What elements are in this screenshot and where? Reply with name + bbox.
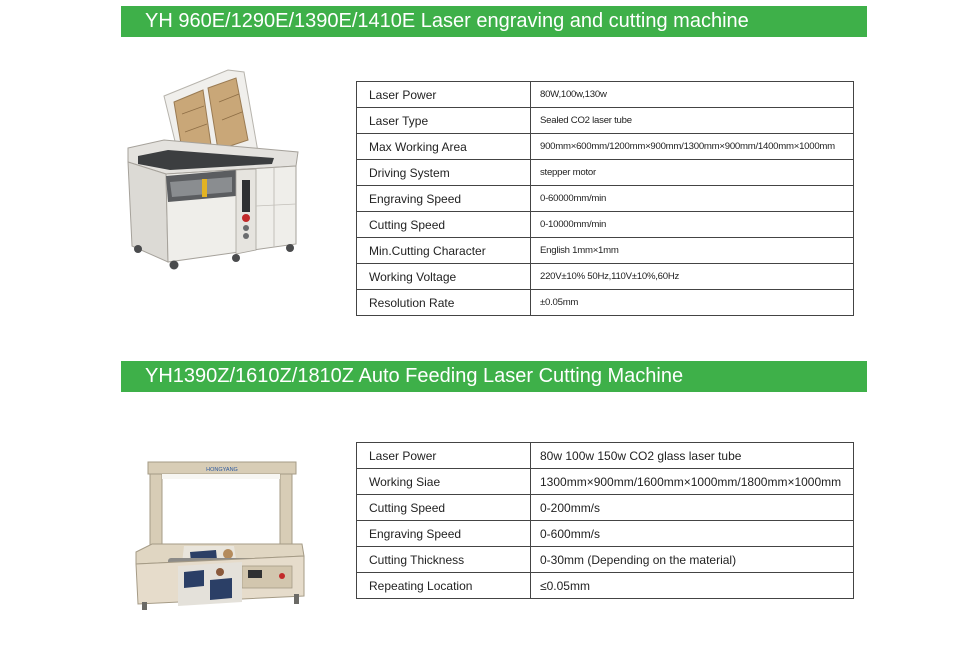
spec-value: 0-60000mm/min bbox=[531, 186, 854, 212]
table-row bbox=[357, 108, 854, 134]
auto-feeding-laser-machine-image bbox=[132, 460, 307, 612]
spec-value: ±0.05mm bbox=[531, 290, 854, 316]
spec-value: 0-200mm/s bbox=[531, 495, 854, 521]
section-2-title-banner bbox=[121, 361, 867, 392]
spec-label: Working Siae bbox=[357, 469, 531, 495]
spec-label: Repeating Location bbox=[357, 573, 531, 599]
spec-label: Max Working Area bbox=[357, 134, 531, 160]
spec-label: Working Voltage bbox=[357, 264, 531, 290]
table-row bbox=[357, 443, 854, 469]
machine-brand-logo: HONGYANG bbox=[206, 467, 238, 473]
table-row bbox=[357, 212, 854, 238]
spec-value: 0-30mm (Depending on the material) bbox=[531, 547, 854, 573]
spec-value: stepper motor bbox=[531, 160, 854, 186]
section-1-title-banner bbox=[121, 6, 867, 37]
section-2-spec-table bbox=[356, 442, 854, 599]
spec-value: 80W,100w,130w bbox=[531, 82, 854, 108]
spec-value: 80w 100w 150w CO2 glass laser tube bbox=[531, 443, 854, 469]
table-row bbox=[357, 495, 854, 521]
spec-value: English 1mm×1mm bbox=[531, 238, 854, 264]
table-row bbox=[357, 521, 854, 547]
spec-value: ≤0.05mm bbox=[531, 573, 854, 599]
spec-value: 1300mm×900mm/1600mm×1000mm/1800mm×1000mm bbox=[531, 469, 854, 495]
section-1-spec-table bbox=[356, 81, 854, 316]
table-row bbox=[357, 134, 854, 160]
table-row bbox=[357, 82, 854, 108]
table-row bbox=[357, 264, 854, 290]
spec-label: Driving System bbox=[357, 160, 531, 186]
spec-value: Sealed CO2 laser tube bbox=[531, 108, 854, 134]
table-row bbox=[357, 573, 854, 599]
table-row bbox=[357, 238, 854, 264]
spec-label: Min.Cutting Character bbox=[357, 238, 531, 264]
spec-label: Cutting Speed bbox=[357, 212, 531, 238]
spec-label: Cutting Thickness bbox=[357, 547, 531, 573]
section-2-title: YH1390Z/1610Z/1810Z Auto Feeding Laser Cutting Machine bbox=[145, 365, 684, 387]
section-1-title: YH 960E/1290E/1390E/1410E Laser engraving and cutting machine bbox=[145, 10, 749, 32]
spec-label: Resolution Rate bbox=[357, 290, 531, 316]
table-row bbox=[357, 469, 854, 495]
table-row bbox=[357, 547, 854, 573]
spec-value: 220V±10% 50Hz,110V±10%,60Hz bbox=[531, 264, 854, 290]
spec-label: Engraving Speed bbox=[357, 186, 531, 212]
spec-label: Engraving Speed bbox=[357, 521, 531, 547]
table-row bbox=[357, 160, 854, 186]
table-row bbox=[357, 186, 854, 212]
spec-label: Laser Power bbox=[357, 82, 531, 108]
spec-value: 0-600mm/s bbox=[531, 521, 854, 547]
spec-label: Laser Power bbox=[357, 443, 531, 469]
spec-label: Laser Type bbox=[357, 108, 531, 134]
spec-value: 0-10000mm/min bbox=[531, 212, 854, 238]
laser-engraving-machine-image bbox=[124, 66, 304, 278]
spec-label: Cutting Speed bbox=[357, 495, 531, 521]
spec-value: 900mm×600mm/1200mm×900mm/1300mm×900mm/1400mm×1000mm bbox=[531, 134, 854, 160]
table-row bbox=[357, 290, 854, 316]
